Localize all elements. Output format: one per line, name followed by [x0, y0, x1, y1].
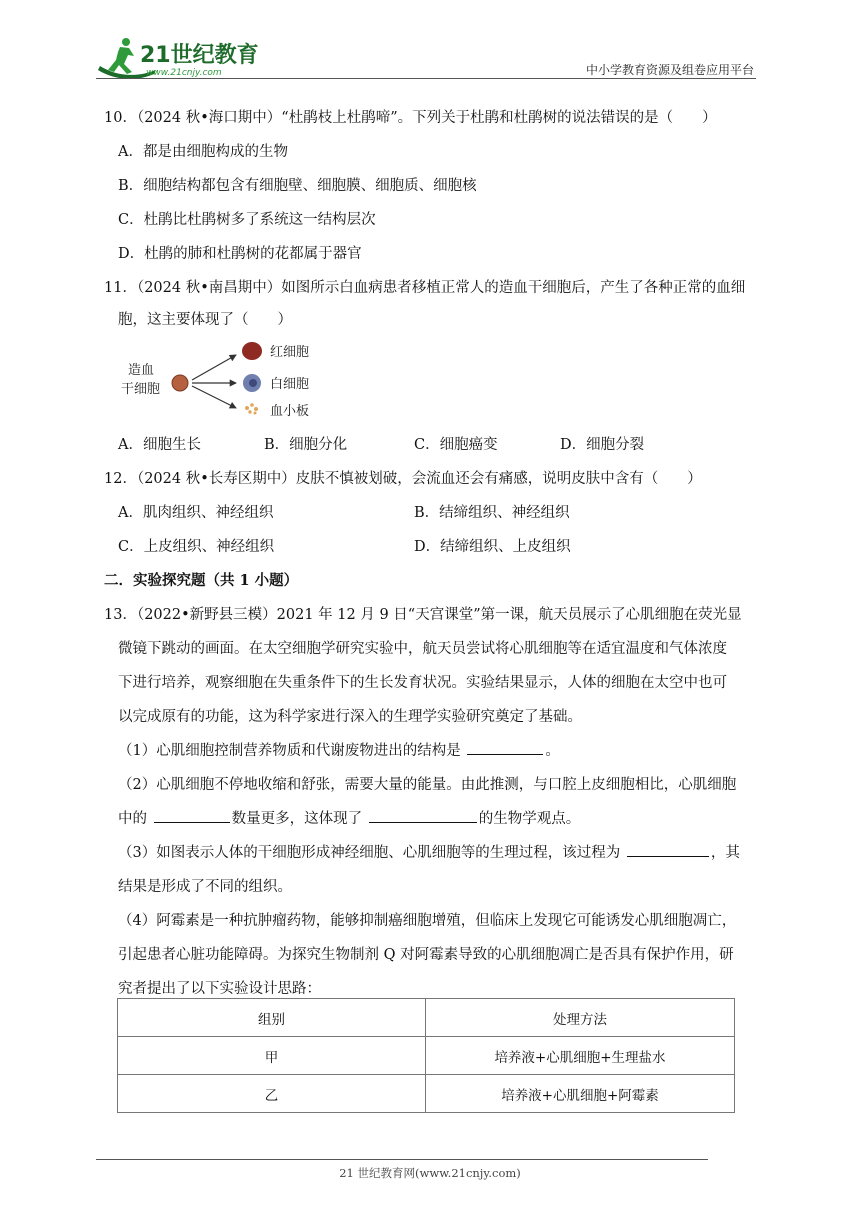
question-13-line-1: 13．（2022•新野县三模）2021 年 12 月 9 日“天宫课堂”第一课，航天员展示了心肌细胞在荧光显 [104, 607, 742, 623]
footer-text: 21 世纪教育网(www.21cnjy.com) [339, 1166, 521, 1180]
table-header-row [118, 999, 735, 1037]
table-header-group: 组别 [118, 999, 426, 1037]
question-13-part-4-line-2: 引起患者心脏功能障碍。为探究生物制剂 Q 对阿霉素导致的心肌细胞凋亡是否具有保护作用，研 [118, 947, 734, 963]
answer-blank-3[interactable] [369, 808, 477, 823]
arrow-to-red [192, 355, 236, 380]
stem-cell-label-2: 干细胞 [121, 382, 161, 397]
red-cell-label: 红细胞 [270, 345, 310, 360]
red-blood-cell [242, 342, 262, 360]
question-11-stem: 11．（2024 秋•南昌期中）如图所示白血病患者移植正常人的造血干细胞后，产生了各种正常的血细 [104, 280, 746, 296]
question-13-part-1: （1）心肌细胞控制营养物质和代谢废物进出的结构是 。 [118, 739, 560, 760]
platelet-label: 血小板 [270, 404, 310, 419]
logo-text: 21世纪教育 [140, 43, 259, 68]
table-row [118, 1037, 735, 1075]
header-rule [96, 78, 756, 79]
table-cell-method: 培养液+心肌细胞+阿霉素 [426, 1075, 735, 1113]
question-10-option-b: B．细胞结构都包含有细胞壁、细胞膜、细胞质、细胞核 [118, 178, 477, 194]
experiment-table [117, 998, 735, 1113]
stem-cell [172, 375, 188, 391]
question-12-option-a: A．肌肉组织、神经组织 [118, 505, 274, 521]
question-13-line-2: 微镜下跳动的画面。在太空细胞学研究实验中，航天员尝试将心肌细胞等在适宜温度和气体浓度 [118, 641, 727, 657]
answer-blank-1[interactable] [467, 740, 543, 755]
question-13-part-3-line-1: （3）如图表示人体的干细胞形成神经细胞、心肌细胞等的生理过程，该过程为 ，其 [118, 841, 740, 862]
question-13-part-4-line-3: 究者提出了以下实验设计思路： [118, 981, 321, 997]
platelets [245, 403, 258, 414]
question-11-option-d: D．细胞分裂 [560, 437, 645, 453]
table-cell-method: 培养液+心肌细胞+生理盐水 [426, 1037, 735, 1075]
question-12-option-b: B．结缔组织、神经组织 [414, 505, 570, 521]
question-10-option-d: D．杜鹃的肺和杜鹃树的花都属于器官 [118, 246, 362, 262]
arrow-to-platelet [192, 386, 236, 408]
question-10-option-a: A．都是由细胞构成的生物 [118, 144, 288, 160]
answer-blank-4[interactable] [627, 842, 709, 857]
stem-cell-differentiation-figure [118, 338, 328, 424]
question-11-option-b: B．细胞分化 [264, 437, 348, 453]
question-10-stem: 10．（2024 秋•海口期中）“杜鹃枝上杜鹃啼”。下列关于杜鹃和杜鹃树的说法错误的是（ ） [104, 110, 717, 126]
table-cell-group: 甲 [118, 1037, 426, 1075]
platform-name: 中小学教育资源及组卷应用平台 [585, 63, 754, 77]
site-logo [96, 36, 261, 80]
white-cell-label: 白细胞 [270, 377, 310, 392]
question-12-stem: 12．（2024 秋•长寿区期中）皮肤不慎被划破，会流血还会有痛感，说明皮肤中含有（ ） [104, 471, 702, 487]
question-13-part-4-line-1: （4）阿霉素是一种抗肿瘤药物，能够抑制癌细胞增殖，但临床上发现它可能诱发心肌细胞凋亡， [118, 913, 737, 929]
question-11-option-a: A．细胞生长 [118, 437, 201, 453]
question-13-part-2-line-1: （2）心肌细胞不停地收缩和舒张，需要大量的能量。由此推测，与口腔上皮细胞相比，心肌细胞 [118, 777, 737, 793]
question-12-option-d: D．结缔组织、上皮组织 [414, 539, 571, 555]
question-13-line-4: 以完成原有的功能，这为科学家进行深入的生理学实验研究奠定了基础。 [118, 709, 582, 725]
question-11-option-c: C．细胞癌变 [414, 437, 498, 453]
footer-rule [96, 1159, 708, 1160]
question-11-stem-cont: 胞，这主要体现了（ ） [118, 312, 292, 328]
table-header-method: 处理方法 [426, 999, 735, 1037]
question-13-line-3: 下进行培养，观察细胞在失重条件下的生长发育状况。实验结果显示，人体的细胞在太空中也可 [118, 675, 727, 691]
question-10-option-c: C．杜鹃比杜鹃树多了系统这一结构层次 [118, 212, 376, 228]
stem-cell-label-1: 造血 [128, 363, 155, 378]
table-row [118, 1075, 735, 1113]
table-cell-group: 乙 [118, 1075, 426, 1113]
section-title: 二．实验探究题（共 1 小题） [104, 572, 299, 589]
white-blood-cell-nucleus [249, 379, 257, 387]
question-12-option-c: C．上皮组织、神经组织 [118, 539, 275, 555]
question-13-part-3-line-2: 结果是形成了不同的组织。 [118, 879, 292, 895]
question-13-part-2-line-2: 中的 数量更多，这体现了 的生物学观点。 [118, 807, 580, 828]
logo-url: www.21cnjy.com [146, 68, 222, 78]
answer-blank-2[interactable] [154, 808, 230, 823]
